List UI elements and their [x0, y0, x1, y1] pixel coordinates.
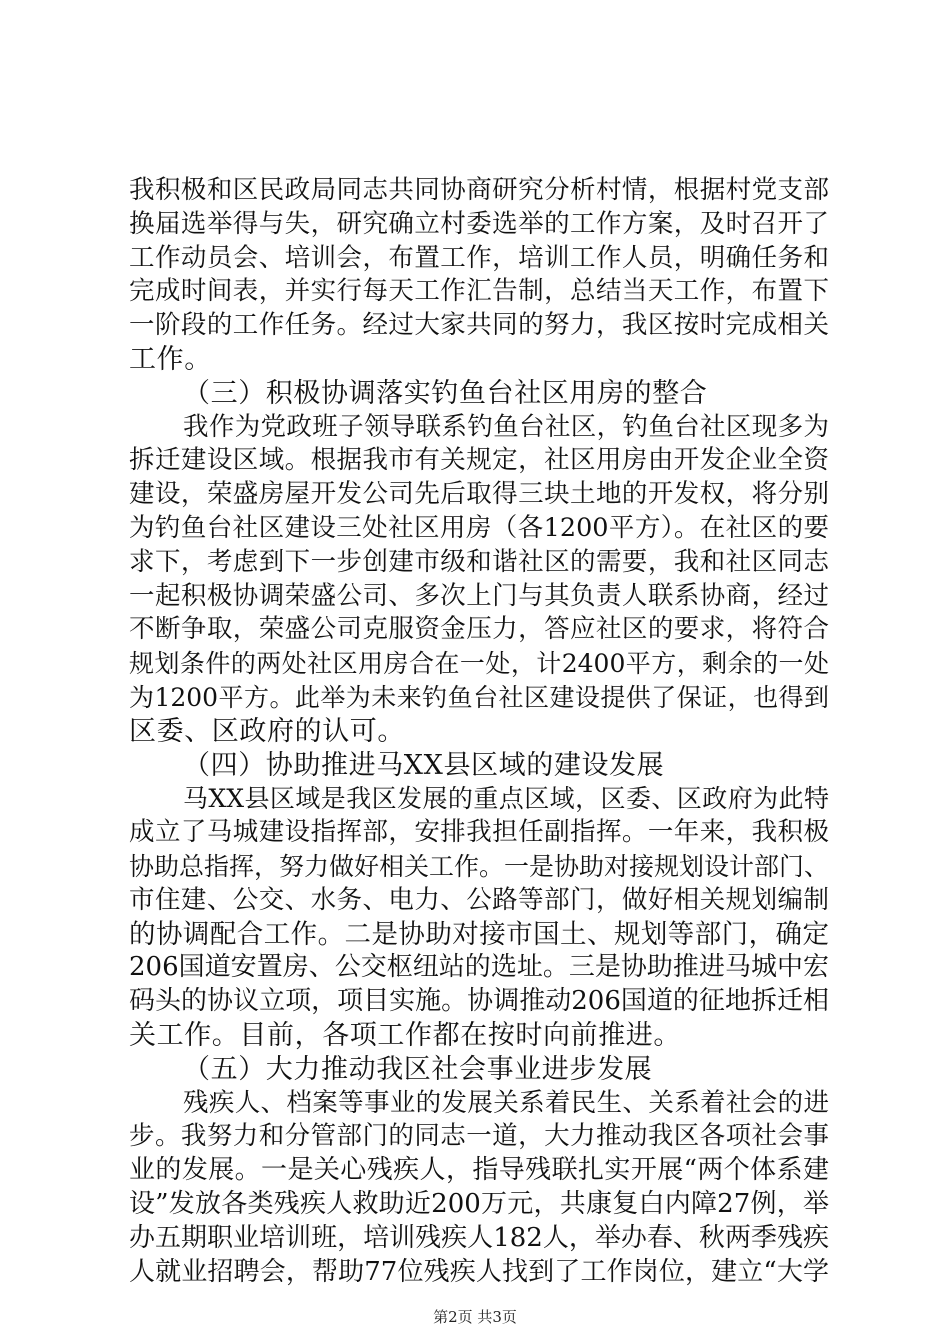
text-line: 一起积极协调荣盛公司、多次上门与其负责人联系协商，经过 [129, 580, 829, 611]
text-line: 业的发展。一是关心残疾人，指导残联扎实开展“两个体系建 [129, 1155, 829, 1186]
section-heading: （五）大力推动我区社会事业进步发展 [183, 1053, 653, 1085]
text-line: 为1200平方。此举为未来钓鱼台社区建设提供了保证，也得到 [129, 682, 829, 712]
text-line: 不断争取，荣盛公司克服资金压力，答应社区的要求，将符合 [129, 614, 829, 645]
text-line: 协助总指挥，努力做好相关工作。一是协助对接规划设计部门、 [129, 851, 830, 881]
text-line: 设”发放各类残疾人救助近200万元，共康复白内障27例，举 [129, 1188, 829, 1219]
text-line: 拆迁建设区域。根据我市有关规定，社区用房由开发企业全资 [129, 445, 829, 476]
body-text [129, 174, 829, 1289]
text-line: 马XX县区域是我区发展的重点区域，区委、区政府为此特 [183, 784, 829, 814]
section-heading: （四）协助推进马XX县区域的建设发展 [183, 749, 665, 781]
text-line: 一阶段的工作任务。经过大家共同的努力，我区按时完成相关 [129, 310, 829, 341]
text-line: 工作动员会、培训会，布置工作，培训工作人员，明确任务和 [129, 242, 829, 273]
section-heading: （三）积极协调落实钓鱼台社区用房的整合 [183, 377, 708, 409]
text-line: 的协调配合工作。二是协助对接市国土、规划等部门，确定 [129, 918, 829, 950]
text-line: 我积极和区民政局同志共同协商研究分析村情，根据村党支部 [129, 175, 829, 205]
text-line: 关工作。目前，各项工作都在按时向前推进。 [129, 1019, 681, 1051]
text-line: 换届选举得与失，研究确立村委选举的工作方案，及时召开了 [129, 208, 829, 239]
text-line: 步。我努力和分管部门的同志一道，大力推动我区各项社会事 [129, 1121, 829, 1152]
text-line: 人就业招聘会，帮助77位残疾人找到了工作岗位，建立“大学 [129, 1256, 829, 1287]
text-line: 办五期职业培训班，培训残疾人182人，举办春、秋两季残疾 [129, 1222, 829, 1253]
text-line: 工作。 [129, 343, 212, 375]
text-line: 我作为党政班子领导联系钓鱼台社区，钓鱼台社区现多为 [183, 411, 829, 442]
text-line: 成立了马城建设指挥部，安排我担任副指挥。一年来，我积极 [129, 817, 829, 848]
text-line: 市住建、公交、水务、电力、公路等部门，做好相关规划编制 [129, 884, 829, 915]
text-line: 为钓鱼台社区建设三处社区用房（各1200平方）。在社区的要 [129, 512, 829, 543]
text-line: 建设，荣盛房屋开发公司先后取得三块土地的开发权，将分别 [129, 479, 829, 510]
text-line: 求下，考虑到下一步创建市级和谐社区的需要，我和社区同志 [129, 546, 829, 577]
text-line: 完成时间表，并实行每天工作汇告制，总结当天工作，布置下 [129, 276, 829, 307]
text-line: 区委、区政府的认可。 [129, 715, 405, 747]
text-line: 206国道安置房、公交枢纽站的选址。三是协助推进马城中宏 [129, 952, 829, 983]
text-line: 码头的协议立项，项目实施。协调推动206国道的征地拆迁相 [129, 986, 829, 1017]
text-line: 残疾人、档案等事业的发展关系着民生、关系着社会的进 [183, 1087, 829, 1118]
text-line: 规划条件的两处社区用房合在一处，计2400平方，剩余的一处 [129, 649, 829, 679]
page-footer: 第2页 共3页 [433, 1308, 517, 1326]
